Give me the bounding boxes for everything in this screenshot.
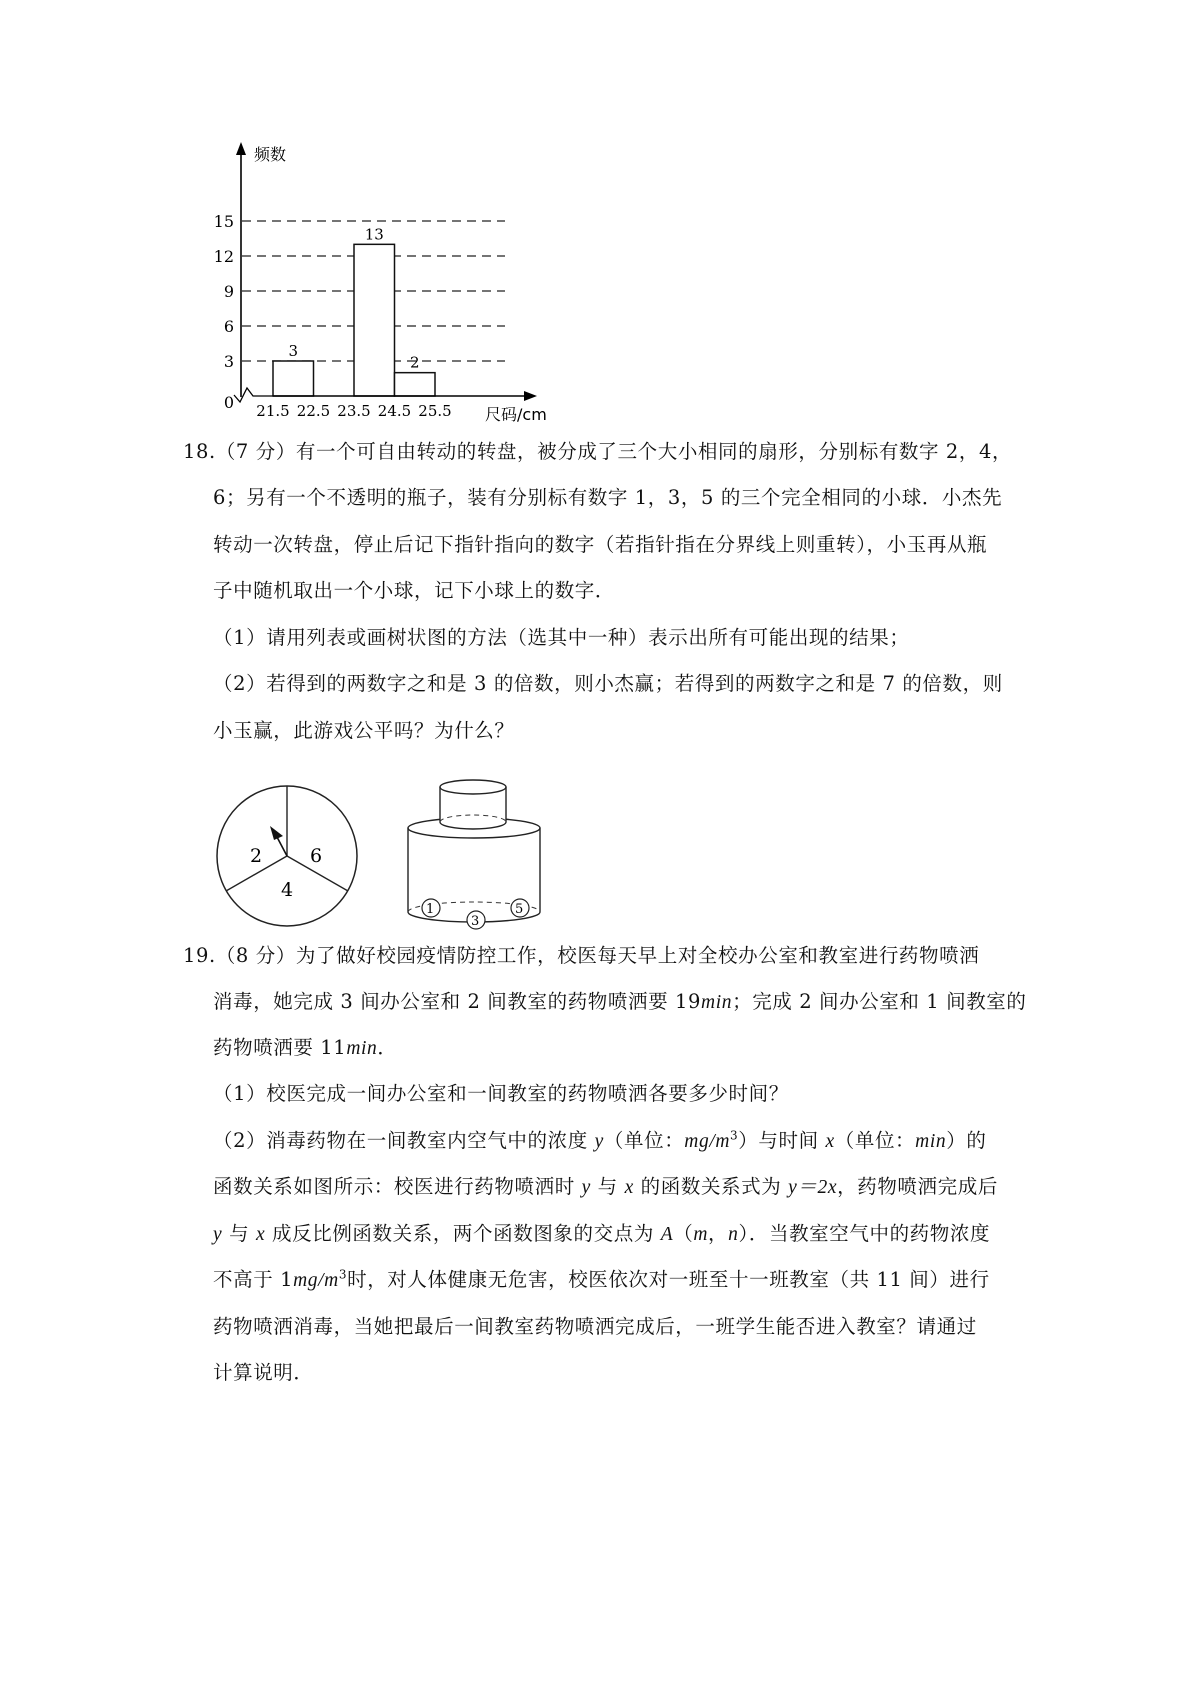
y-tick-label: 15 — [213, 212, 234, 231]
text: 函数关系如图所示：校医进行药物喷洒时 — [213, 1175, 582, 1198]
bottle — [408, 780, 540, 929]
variable: y — [213, 1224, 223, 1245]
unit: mg/m — [293, 1270, 339, 1291]
y-tick-label: 3 — [223, 352, 234, 371]
q18-part-2-cont: 小玉赢，此游戏公平吗？为什么？ — [213, 719, 515, 742]
y-tick-label: 12 — [213, 247, 234, 266]
q19-part-2-line-1 — [213, 1125, 986, 1153]
x-tick-labels — [256, 402, 451, 420]
spinner-sector-label: 4 — [281, 879, 294, 901]
q18-line-1 — [183, 436, 1012, 464]
y-axis-arrow-icon — [236, 142, 246, 155]
part-text: 若得到的两数字之和是 3 的倍数，则小杰赢；若得到的两数字之和是 7 的倍数，则 — [266, 672, 1003, 695]
q18-text: 有一个可自由转动的转盘，被分成了三个大小相同的扇形，分别标有数字 2，4， — [295, 440, 1013, 463]
q18-figures — [200, 770, 580, 950]
histogram-bar — [395, 373, 436, 396]
bar-value-label: 13 — [364, 225, 384, 244]
ball-label: 5 — [515, 902, 524, 917]
superscript: 3 — [338, 1267, 348, 1282]
part-label: （1） — [213, 626, 267, 649]
text: 不高于 1 — [213, 1268, 294, 1291]
part-label: （2） — [213, 672, 267, 695]
superscript: 3 — [730, 1128, 739, 1143]
unit: min — [701, 992, 733, 1013]
variable: y — [581, 1177, 591, 1198]
text: 成反比例函数关系，两个函数图象的交点为 — [265, 1222, 661, 1245]
text: ．当教室空气中的药物浓度 — [748, 1222, 991, 1245]
unit: min — [346, 1038, 378, 1059]
shoe-size-histogram — [190, 140, 570, 440]
q19-part-2-line-3 — [213, 1218, 990, 1246]
text: ）与时间 — [738, 1129, 826, 1152]
q18-number: 18. — [183, 440, 216, 463]
text: ）的 — [946, 1129, 987, 1152]
spinner-sector-label: 2 — [250, 845, 263, 867]
pointer-icon — [277, 837, 287, 856]
unit: min — [915, 1131, 947, 1152]
q18-line-2: 6；另有一个不透明的瓶子，装有分别标有数字 1，3，5 的三个完全相同的小球．小杰先 — [213, 486, 1003, 509]
text: 消毒药物在一间教室内空气中的浓度 — [266, 1129, 595, 1152]
q19-part-2-line-4 — [213, 1264, 990, 1292]
variable: n — [728, 1224, 739, 1245]
part-label: （2） — [213, 1129, 267, 1152]
x-axis-arrow-icon — [524, 391, 537, 401]
text: 药物喷洒要 11 — [213, 1036, 347, 1059]
text: （单位： — [603, 1129, 685, 1152]
variable: m — [693, 1224, 709, 1245]
histogram-bar — [273, 361, 314, 396]
x-tick-label: 23.5 — [337, 402, 371, 420]
unit: mg/m — [684, 1131, 731, 1152]
x-tick-label: 25.5 — [418, 402, 452, 420]
q19-number: 19. — [183, 944, 216, 967]
ball-label: 1 — [426, 902, 435, 917]
x-tick-label: 22.5 — [296, 402, 331, 420]
bars — [273, 244, 435, 396]
q19-points: （8 分） — [215, 944, 296, 967]
y-axis-label: 频数 — [254, 145, 287, 164]
text: ． — [377, 1036, 398, 1059]
variable: y — [594, 1131, 604, 1152]
x-axis-label: 尺码/cm — [485, 405, 547, 424]
variable: x — [825, 1131, 835, 1152]
text: ， — [708, 1222, 729, 1245]
formula: y＝2x — [788, 1177, 838, 1198]
q19-line-2 — [213, 986, 1027, 1014]
q18-points: （7 分） — [215, 440, 296, 463]
variable: x — [624, 1177, 634, 1198]
text: ；完成 2 间办公室和 1 间教室的 — [732, 990, 1027, 1013]
text: ，药物喷洒完成后 — [837, 1175, 998, 1198]
text: （ — [673, 1222, 694, 1245]
bar-value-label: 2 — [409, 353, 420, 372]
q19-part-2-line-5: 药物喷洒消毒，当她把最后一间教室药物喷洒完成后，一班学生能否进入教室？请通过 — [213, 1315, 977, 1338]
text: 与 — [222, 1222, 256, 1245]
histogram-bar — [354, 244, 395, 396]
axis-break-icon — [234, 388, 273, 402]
q18-line-3: 转动一次转盘，停止后记下指针指向的数字（若指针指在分界线上则重转），小玉再从瓶 — [213, 533, 988, 556]
part-text: 校医完成一间办公室和一间教室的药物喷洒各要多少时间？ — [266, 1082, 789, 1105]
x-tick-label: 24.5 — [377, 402, 412, 420]
q18-part-1 — [213, 622, 909, 650]
part-label: （1） — [213, 1082, 267, 1105]
y-tick-label: 6 — [223, 317, 234, 336]
text: 与 — [590, 1175, 625, 1198]
pointer-arrowhead-icon — [270, 826, 283, 840]
x-tick-label: 21.5 — [256, 402, 290, 420]
bar-value-label: 3 — [288, 342, 299, 360]
q19-text: 为了做好校园疫情防控工作，校医每天早上对全校办公室和教室进行药物喷洒 — [295, 944, 980, 967]
y-tick-label: 0 — [223, 393, 234, 412]
text: 的函数关系式为 — [633, 1175, 789, 1198]
point-label: A — [660, 1224, 674, 1245]
spinner-sector-label: 6 — [310, 845, 323, 867]
text: 时，对人体健康无危害，校医依次对一班至十一班教室（共 11 间）进行 — [347, 1268, 990, 1291]
part-text: 请用列表或画树状图的方法（选其中一种）表示出所有可能出现的结果； — [266, 626, 910, 649]
q19-line-1 — [183, 940, 979, 968]
y-tick-label: 9 — [223, 282, 234, 301]
q19-part-2-line-6: 计算说明． — [213, 1361, 314, 1384]
text: 消毒，她完成 3 间办公室和 2 间教室的药物喷洒要 19 — [213, 990, 702, 1013]
text: （单位： — [834, 1129, 916, 1152]
y-tick-labels — [214, 212, 234, 412]
q19-line-3 — [213, 1032, 397, 1060]
text: ） — [738, 1222, 749, 1245]
q19-part-2-line-2 — [213, 1171, 998, 1199]
ball-label: 3 — [471, 914, 480, 929]
spinner — [217, 786, 357, 926]
q19-part-1 — [213, 1078, 789, 1106]
q18-line-4: 子中随机取出一个小球，记下小球上的数字． — [213, 579, 616, 602]
variable: x — [255, 1224, 266, 1245]
q18-part-2 — [213, 668, 1003, 696]
